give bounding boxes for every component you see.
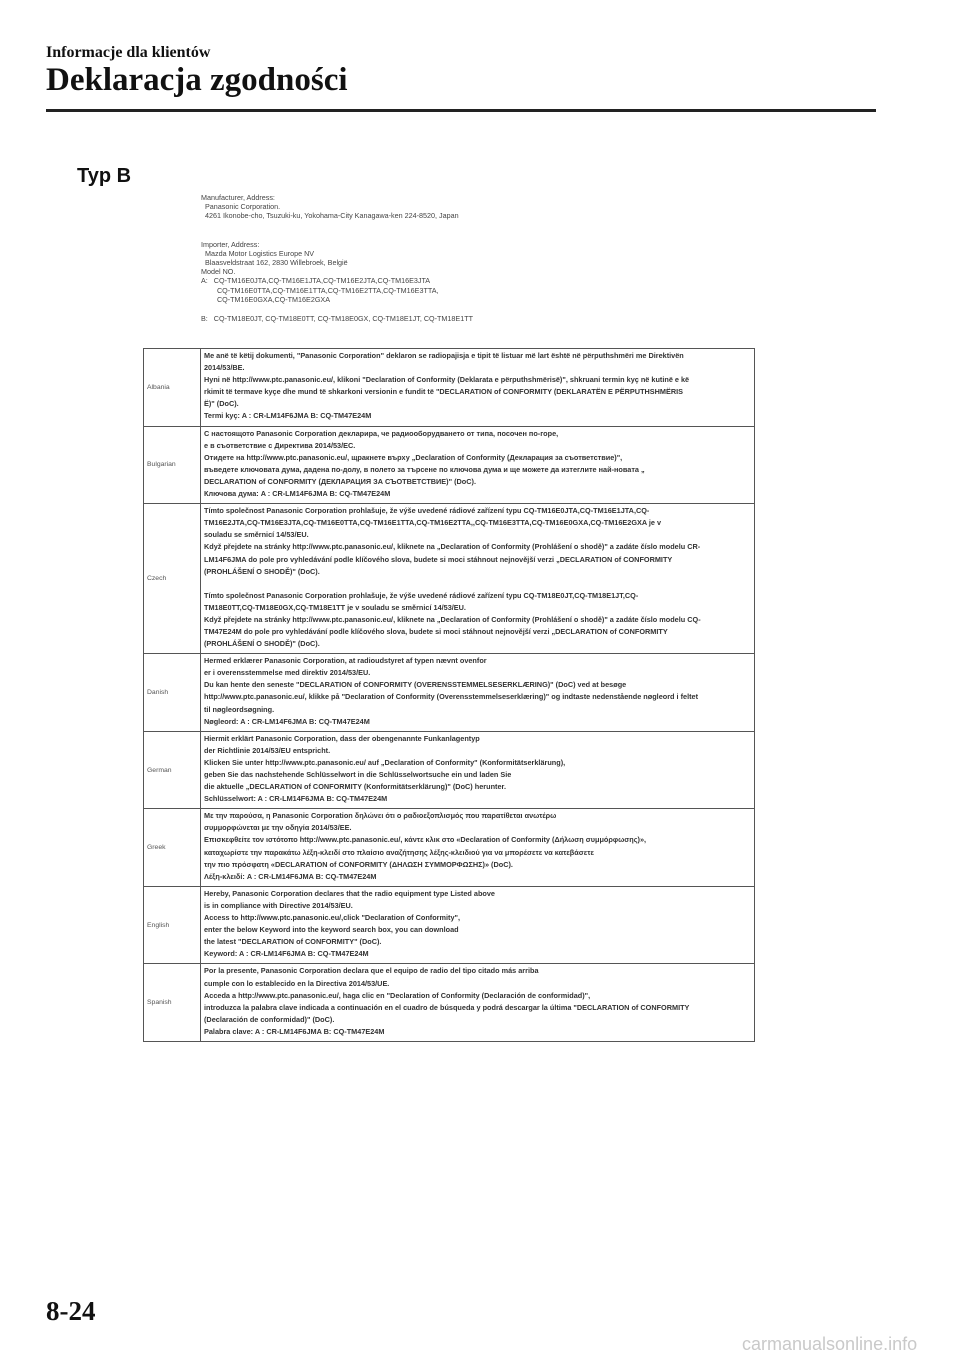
declaration-line: Por la presente, Panasonic Corporation declara que el equipo de radio del tipo citado más arriba — [204, 966, 539, 976]
manufacturer-lines — [201, 193, 761, 221]
model-b-line: B: CQ-TM18E0JT, CQ-TM18E0TT, CQ-TM18E0GX, CQ-TM18E1JT, CQ-TM18E1TT — [201, 314, 473, 324]
info-line: CQ-TM16E0GXA,CQ-TM16E2GXA — [201, 294, 331, 304]
declaration-row — [144, 426, 755, 504]
declaration-line: Hiermit erklärt Panasonic Corporation, dass der obengenannte Funkanlagentyp — [204, 733, 480, 743]
declaration-line: DECLARATION of CONFORMITY (ДЕКЛАРАЦИЯ ЗА СЪОТВЕТСТВИЕ)" (DoC). — [204, 476, 476, 486]
declaration-line: е в съответствие с Директива 2014/53/ЕС. — [204, 440, 356, 450]
language-cell: Bulgarian — [144, 426, 201, 504]
declaration-line: die aktuelle „DECLARATION of CONFORMITY (Konformitätserklärung)" (DoC) herunter. — [204, 782, 506, 792]
info-line: Panasonic Corporation. — [201, 202, 281, 212]
declaration-line: TM18E0TT,CQ-TM18E0GX,CQ-TM18E1TT je v souladu se směrnicí 14/53/EU. — [204, 602, 466, 612]
declaration-line: introduzca la palabra clave indicada a continuación en el cuadro de búsqueda y podrá descargar la última "DECLARATION of CONFORMITY — [204, 1002, 690, 1012]
declaration-line: cumple con lo establecido en la Directiva 2014/53/UE. — [204, 978, 390, 988]
declaration-line: Keyword: A : CR-LM14F6JMA B: CQ-TM47E24M — [204, 949, 369, 959]
declaration-line: Tímto společnost Panasonic Corporation prohlašuje, že výše uvedené rádiové zařízení typu CQ-TM18E0JT,CQ-TM18E1JT,CQ- — [204, 590, 639, 600]
declaration-line: Palabra clave: A : CR-LM14F6JMA B: CQ-TM47E24M — [204, 1026, 385, 1036]
declaration-line: Tímto společnost Panasonic Corporation prohlašuje, že výše uvedené rádiové zařízení typu CQ-TM16E0JTA,CQ-TM16E1JTA,CQ- — [204, 506, 650, 516]
blank-line — [204, 578, 750, 590]
language-cell: Greek — [144, 809, 201, 887]
info-line: CQ-TM16E0TTA,CQ-TM16E1TTA,CQ-TM16E2TTA,CQ-TM16E3TTA, — [201, 285, 439, 295]
declaration-text-cell — [201, 426, 755, 504]
declaration-line: Access to http://www.ptc.panasonic.eu/,click "Declaration of Conformity", — [204, 913, 461, 923]
declaration-line: καταχωρίστε την παρακάτω λέξη-κλειδί στο πλαίσιο αναζήτησης λέξης-κλειδιού για να μπορέσετε να κατεβάσετε — [204, 847, 594, 857]
language-cell: Danish — [144, 654, 201, 732]
declaration-text-cell — [201, 654, 755, 732]
declaration-line: Termi kyç: A : CR-LM14F6JMA B: CQ-TM47E24M — [204, 411, 372, 421]
declaration-line: til nøgleordsøgning. — [204, 704, 275, 714]
declaration-line: Klicken Sie unter http://www.ptc.panasonic.eu/ auf „Declaration of Conformity" (Konformitätserklärung), — [204, 757, 566, 767]
declaration-table — [143, 348, 755, 1042]
declaration-line: Du kan hente den seneste "DECLARATION of CONFORMITY (OVERENSSTEMMELSESERKLÆRING)" (DoC) ved at besøge — [204, 680, 627, 690]
declaration-row — [144, 654, 755, 732]
declaration-row — [144, 349, 755, 427]
language-cell: German — [144, 731, 201, 809]
info-line: Model NO. — [201, 267, 236, 277]
declaration-line: (Declaración de conformidad)" (DoC). — [204, 1014, 335, 1024]
declaration-row — [144, 886, 755, 964]
declaration-line: der Richtlinie 2014/53/EU entspricht. — [204, 745, 331, 755]
declaration-line: the latest "DECLARATION of CONFORMITY" (DoC). — [204, 937, 382, 947]
language-cell: Albania — [144, 349, 201, 427]
declaration-line: Když přejdete na stránky http://www.ptc.panasonic.eu/, kliknete na „Declaration of Conformity (Prohlášení o shodě)" a zadáte číslo modelu CR- — [204, 542, 701, 552]
declaration-line: Επισκεφθείτε τον ιστότοπο http://www.ptc.panasonic.eu/, κάντε κλικ στο «Declaration of Conformity (Δήλωση συμμόρφωσης)», — [204, 835, 647, 845]
declaration-line: Schlüsselwort: A : CR-LM14F6JMA B: CQ-TM47E24M — [204, 794, 388, 804]
info-line: A: CQ-TM16E0JTA,CQ-TM16E1JTA,CQ-TM16E2JTA,CQ-TM16E3JTA — [201, 276, 431, 286]
watermark: carmanualsonline.info — [742, 1334, 918, 1354]
declaration-line: 2014/53/BE. — [204, 363, 245, 373]
info-line: Blaasveldstraat 162, 2830 Willebroek, België — [201, 258, 348, 268]
declaration-text-cell — [201, 504, 755, 654]
title-divider — [46, 109, 876, 112]
declaration-line: Λέξη-κλειδί: A : CR-LM14F6JMA B: CQ-TM47E24M — [204, 871, 377, 881]
language-cell: Spanish — [144, 964, 201, 1042]
declaration-line: (PROHLÁŠENÍ O SHODĚ)" (DoC). — [204, 639, 320, 649]
declaration-line: Με την παρούσα, η Panasonic Corporation δηλώνει ότι ο ραδιοεξοπλισμός που παρατίθεται ανωτέρω — [204, 811, 557, 821]
declaration-text-cell — [201, 349, 755, 427]
declaration-text-cell — [201, 809, 755, 887]
declaration-text-cell — [201, 964, 755, 1042]
declaration-line: LM14F6JMA do pole pro vyhledávání podle klíčového slova, budete si moci stáhnout nejnovější verzi „DECLARATION of CONFORMITY — [204, 554, 673, 564]
language-cell: Czech — [144, 504, 201, 654]
declaration-line: TM16E2JTA,CQ-TM16E3JTA,CQ-TM16E0TTA,CQ-TM16E1TTA,CQ-TM16E2TTA,,CQ-TM16E3TTA,CQ-TM16E0GXA,CQ-TM16E2GXA je v — [204, 518, 662, 528]
info-line: 4261 Ikonobe-cho, Tsuzuki-ku, Yokohama-City Kanagawa-ken 224-8520, Japan — [201, 211, 459, 221]
declaration-line: Nøgleord: A : CR-LM14F6JMA B: CQ-TM47E24M — [204, 716, 370, 726]
declaration-line: is in compliance with Directive 2014/53/EU. — [204, 900, 353, 910]
declaration-line: souladu se směrnicí 14/53/EU. — [204, 530, 309, 540]
declaration-line: την πιο πρόσφατη «DECLARATION of CONFORMITY (ΔΗΛΩΣΗ ΣΥΜΜΟΡΦΩΣΗΣ)» (DoC). — [204, 859, 513, 869]
info-line: Mazda Motor Logistics Europe NV — [201, 248, 315, 258]
importer-lines — [201, 240, 761, 304]
declaration-line: Отидете на http://www.ptc.panasonic.eu/, щракнете върху „Declaration of Conformity (Декларация за съответствие)", — [204, 452, 623, 462]
page-title: Deklaracja zgodności — [46, 62, 348, 98]
declaration-line: er i overensstemmelse med direktiv 2014/53/EU. — [204, 668, 371, 678]
declaration-line: С настоящото Panasonic Corporation декларира, че радиооборудването от типа, посочен по-горе, — [204, 428, 559, 438]
declaration-row — [144, 504, 755, 654]
declaration-line: TM47E24M do pole pro vyhledávání podle klíčového slova, budete si moci stáhnout nejnovější verzi „DECLARATION of CONFORMITY — [204, 626, 668, 636]
declaration-text-cell — [201, 731, 755, 809]
declaration-line: (PROHLÁŠENÍ O SHODĚ)" (DoC). — [204, 566, 320, 576]
page-number: 8-24 — [46, 1296, 96, 1326]
declaration-line: Me anë të këtij dokumenti, "Panasonic Corporation" deklaron se radiopajisja e tipit të listuar më lart është në përputhshmëri me Direktivën — [204, 351, 684, 360]
declaration-line: Hereby, Panasonic Corporation declares that the radio equipment type Listed above — [204, 888, 495, 898]
declaration-line: Ключова дума: A : CR-LM14F6JMA B: CQ-TM47E24M — [204, 489, 391, 499]
declaration-line: Když přejdete na stránky http://www.ptc.panasonic.eu/, kliknete na „Declaration of Conformity (Prohlášení o shodě)" a zadáte číslo modelu CQ- — [204, 614, 701, 624]
declaration-line: συμμορφώνεται με την οδηγία 2014/53/ΕΕ. — [204, 823, 352, 833]
declaration-row — [144, 731, 755, 809]
declaration-line: Hyni në http://www.ptc.panasonic.eu/, klikoni "Declaration of Conformity (Deklarata e përputhshmërisë)", shkruani termin kyç në kutinë e kë — [204, 375, 690, 385]
declaration-line: Ë)" (DoC). — [204, 399, 239, 409]
info-line: Importer, Address: — [201, 239, 260, 249]
declaration-row — [144, 964, 755, 1042]
info-line: Manufacturer, Address: — [201, 193, 275, 202]
declaration-line: enter the below Keyword into the keyword search box, you can download — [204, 925, 459, 935]
declaration-row — [144, 809, 755, 887]
declaration-line: geben Sie das nachstehende Schlüsselwort in die Schlüsselwortsuche ein und laden Sie — [204, 770, 512, 779]
declaration-line: Hermed erklærer Panasonic Corporation, at radioudstyret af typen nævnt ovenfor — [204, 656, 487, 666]
declaration-line: въведете ключовата дума, дадена по-долу, в полето за търсене по ключова дума и ще можете да изтеглите най-новата „ — [204, 464, 645, 474]
declaration-line: rkimit të termave kyçe dhe mund të shkarkoni versionin e fundit të "DECLARATION of CONFORMITY (DEKLARATËN E PËRPUTHSHMËRIS — [204, 387, 684, 397]
declaration-text-cell — [201, 886, 755, 964]
section-label: Informacje dla klientów — [46, 44, 211, 61]
language-cell: English — [144, 886, 201, 964]
typ-heading: Typ B — [77, 165, 132, 187]
manufacturer-info-block — [201, 193, 761, 323]
declaration-line: http://www.ptc.panasonic.eu/, klikke på "Declaration of Conformity (Overensstemmelseserklæring)" og indtaste nedenstående nøgleord i feltet — [204, 692, 699, 702]
declaration-line: Acceda a http://www.ptc.panasonic.eu/, haga clic en "Declaration of Conformity (Declaración de conformidad)", — [204, 990, 591, 1000]
